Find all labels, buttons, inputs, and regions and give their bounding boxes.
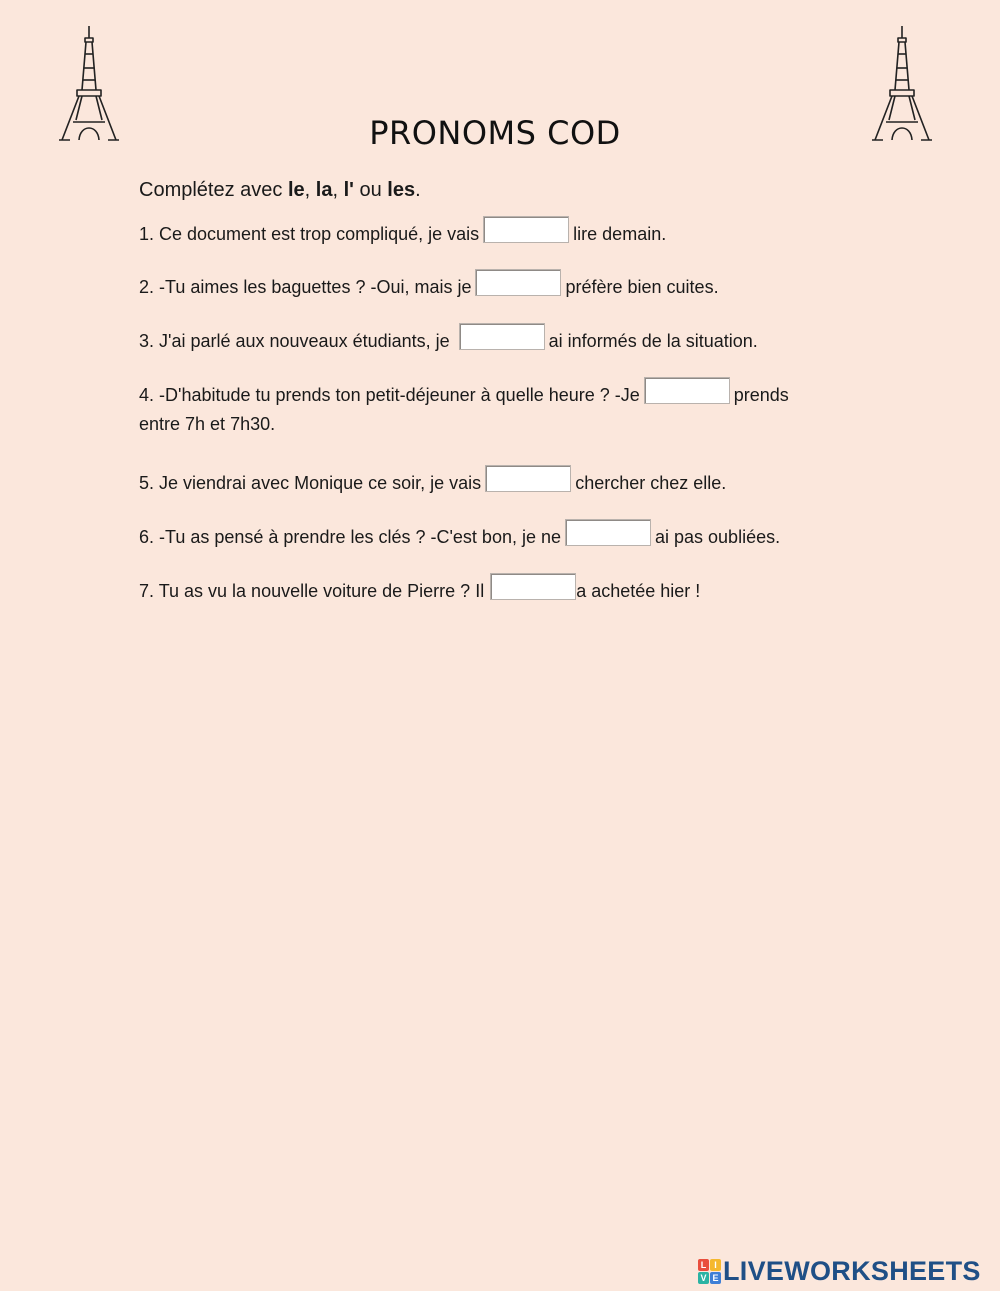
page-title: PRONOMS COD (369, 114, 621, 152)
exercise-1 (139, 216, 666, 246)
instruction-sep: , (304, 179, 316, 201)
logo-mark-letter: V (698, 1272, 709, 1284)
answer-field-7[interactable] (490, 573, 576, 600)
instruction-suffix: . (415, 179, 421, 201)
exercise-5 (139, 465, 726, 495)
exercise-text-before: 7. Tu as vu la nouvelle voiture de Pierre ? Il (139, 581, 485, 601)
instruction-word-le: le (287, 179, 305, 201)
answer-field-2[interactable] (475, 269, 561, 296)
exercise-text-after: ai pas oubliées. (655, 527, 781, 547)
logo-mark-letter: I (710, 1259, 721, 1271)
exercise-text-before: 1. Ce document est trop compliqué, je vais (139, 224, 480, 244)
exercise-7 (139, 573, 700, 603)
exercise-text-before: 6. -Tu as pensé à prendre les clés ? -C'est bon, je ne (139, 527, 561, 547)
answer-field-3[interactable] (459, 323, 545, 350)
exercise-6 (139, 519, 780, 549)
instruction-prefix: Complétez avec (139, 179, 288, 201)
answer-field-6[interactable] (565, 519, 651, 546)
exercise-text-after: ai informés de la situation. (548, 331, 758, 351)
exercise-2 (139, 269, 719, 299)
liveworksheets-logo (698, 1255, 981, 1286)
answer-field-4[interactable] (644, 377, 730, 404)
exercise-4-continuation: entre 7h et 7h30. (139, 414, 276, 434)
instruction-sep: , (332, 179, 344, 201)
exercise-4 (139, 377, 789, 407)
answer-field-1[interactable] (483, 216, 569, 243)
exercise-text-after: lire demain. (573, 224, 667, 244)
exercise-text-after: prends (733, 385, 789, 405)
logo-mark-letter: E (710, 1272, 721, 1284)
instruction-word-l: l' (343, 179, 354, 201)
instruction-sep: ou (353, 179, 388, 201)
answer-field-5[interactable] (485, 465, 571, 492)
exercise-text-before: 5. Je viendrai avec Monique ce soir, je vais (139, 473, 482, 493)
logo-text: LIVEWORKSHEETS (723, 1255, 981, 1286)
exercise-text-after: chercher chez elle. (575, 473, 727, 493)
exercise-text-before: 3. J'ai parlé aux nouveaux étudiants, je (139, 331, 455, 351)
instruction-word-les: les (387, 179, 416, 201)
exercise-text-after: préfère bien cuites. (565, 277, 719, 297)
instruction-word-la: la (315, 179, 333, 201)
exercise-text-after: a achetée hier ! (576, 581, 701, 601)
logo-mark-icon (698, 1259, 721, 1284)
exercise-text-before: 4. -D'habitude tu prends ton petit-déjeuner à quelle heure ? -Je (139, 385, 640, 405)
logo-mark-letter: L (698, 1259, 709, 1271)
instruction (139, 179, 421, 202)
exercise-text-before: 2. -Tu aimes les baguettes ? -Oui, mais je (139, 277, 472, 297)
exercise-3 (139, 323, 758, 353)
